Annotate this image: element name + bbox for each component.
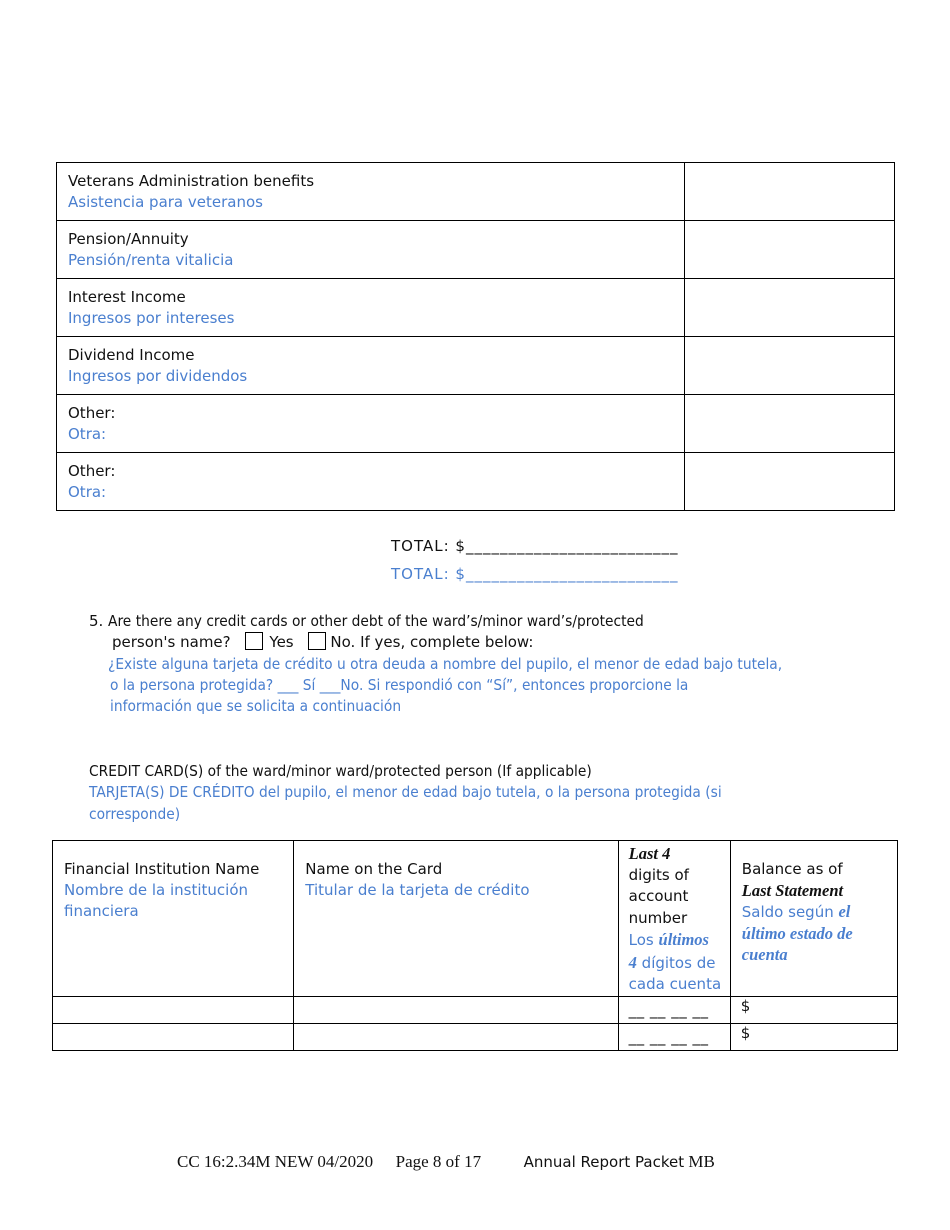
name-header-es: Titular de la tarjeta de crédito: [305, 881, 530, 899]
income-label-es: Otra:: [68, 483, 107, 501]
institution-field[interactable]: [53, 1023, 294, 1050]
no-checkbox[interactable]: [308, 632, 326, 650]
institution-field[interactable]: [53, 996, 294, 1023]
total-line-en: TOTAL: $_________________________: [391, 537, 679, 555]
question5-text-2: person's name?: [112, 633, 231, 651]
income-label-en: Interest Income: [68, 288, 186, 306]
income-label-cell: [57, 221, 685, 279]
digits-header-es-3: cada cuenta: [628, 975, 722, 993]
income-label-es: Otra:: [68, 425, 107, 443]
income-label-es: Ingresos por dividendos: [68, 367, 248, 385]
header-last-4-digits: [618, 841, 730, 997]
credit-card-table: [52, 840, 898, 1051]
balance-header-en-bold: Last Statement: [741, 881, 844, 900]
packet-title: Annual Report Packet: [523, 1153, 685, 1171]
question5-es-text-2: o la persona protegida? ___ Sí ___No. Si respondió con “Sí”, entonces proporcione la: [110, 676, 689, 694]
income-amount-field[interactable]: [685, 395, 895, 453]
income-table: [56, 162, 895, 511]
last-4-digits-field[interactable]: __ __ __ __: [618, 1023, 730, 1050]
header-name-on-card: [294, 841, 618, 997]
institution-header-es-2: financiera: [64, 902, 139, 920]
digits-header-en-2: account: [628, 887, 689, 905]
question5-line2: [112, 632, 533, 653]
income-label-es: Pensión/renta vitalicia: [68, 251, 234, 269]
digits-header-en-1: digits of: [628, 865, 689, 884]
institution-header-es-1: Nombre de la institución: [64, 881, 249, 899]
income-row: [57, 453, 895, 511]
name-header-en: Name on the Card: [305, 860, 443, 878]
income-label-en: Other:: [68, 462, 116, 480]
credit-card-heading-es-1: TARJETA(S) DE CRÉDITO del pupilo, el menor de edad bajo tutela, o la persona protegida (si: [89, 783, 722, 801]
credit-card-row: [53, 996, 898, 1023]
question5-es-line2: [110, 675, 739, 696]
digits-header-en-3: number: [628, 908, 688, 927]
income-amount-field[interactable]: [685, 337, 895, 395]
income-amount-field[interactable]: [685, 163, 895, 221]
credit-card-heading-en: CREDIT CARD(S) of the ward/minor ward/protected person (If applicable): [89, 762, 592, 780]
balance-header-es-1: Saldo según el: [741, 902, 851, 921]
institution-header-en: Financial Institution Name: [64, 860, 260, 878]
income-label-en: Pension/Annuity: [68, 230, 189, 248]
packet-suffix: MB: [688, 1152, 715, 1171]
income-label-cell: [57, 337, 685, 395]
no-label: No. If yes, complete below:: [330, 633, 534, 651]
name-on-card-field[interactable]: [294, 1023, 618, 1050]
form-id: CC 16:2.34M NEW 04/2020: [177, 1152, 374, 1171]
income-row: [57, 395, 895, 453]
name-on-card-field[interactable]: [294, 996, 618, 1023]
question5-es-line1: [108, 654, 841, 675]
question5-text-1: Are there any credit cards or other debt of the ward’s/minor ward’s/protected: [108, 612, 644, 630]
income-label-cell: [57, 163, 685, 221]
question5-es-text-3: información que se solicita a continuación: [110, 697, 402, 715]
balance-header-es-2: último estado de: [741, 924, 853, 943]
income-label-cell: [57, 279, 685, 337]
last-4-digits-field[interactable]: __ __ __ __: [618, 996, 730, 1023]
income-amount-field[interactable]: [685, 221, 895, 279]
digits-header-es-2: 4 dígitos de: [628, 952, 716, 972]
credit-card-heading-es-2: corresponde): [89, 805, 181, 823]
income-label-cell: [57, 453, 685, 511]
income-label-es: Ingresos por intereses: [68, 309, 235, 327]
balance-header-en-1: Balance as of: [741, 860, 843, 878]
yes-checkbox[interactable]: [245, 632, 263, 650]
header-institution: [53, 841, 294, 997]
income-amount-field[interactable]: [685, 453, 895, 511]
credit-card-row: [53, 1023, 898, 1050]
page-number-label: Page 8 of 17: [395, 1152, 482, 1171]
income-label-es: Asistencia para veteranos: [68, 193, 263, 211]
yes-label: Yes: [269, 633, 294, 651]
income-label-en: Dividend Income: [68, 346, 195, 364]
income-row: [57, 337, 895, 395]
balance-header-es-3: cuenta: [741, 945, 788, 964]
income-label-en: Other:: [68, 404, 116, 422]
question5-es-text-1: ¿Existe alguna tarjeta de crédito u otra deuda a nombre del pupilo, el menor de edad bajo tutela,: [108, 655, 783, 673]
income-label-en: Veterans Administration benefits: [68, 172, 315, 190]
income-amount-field[interactable]: [685, 279, 895, 337]
balance-field[interactable]: $: [730, 1023, 897, 1050]
credit-card-header-row: [53, 841, 898, 997]
income-row: [57, 279, 895, 337]
income-label-cell: [57, 395, 685, 453]
question5-es-line3: [110, 696, 426, 717]
digits-header-bold: Last 4: [628, 844, 671, 863]
question5-line1: [89, 611, 690, 632]
income-row: [57, 221, 895, 279]
digits-header-es-1: Los últimos: [628, 930, 709, 949]
page-footer: [177, 1152, 715, 1172]
income-row: [57, 163, 895, 221]
header-balance: [730, 841, 897, 997]
balance-field[interactable]: $: [730, 996, 897, 1023]
total-line-es: TOTAL: $_________________________: [391, 565, 679, 583]
question-number: 5.: [89, 612, 104, 630]
